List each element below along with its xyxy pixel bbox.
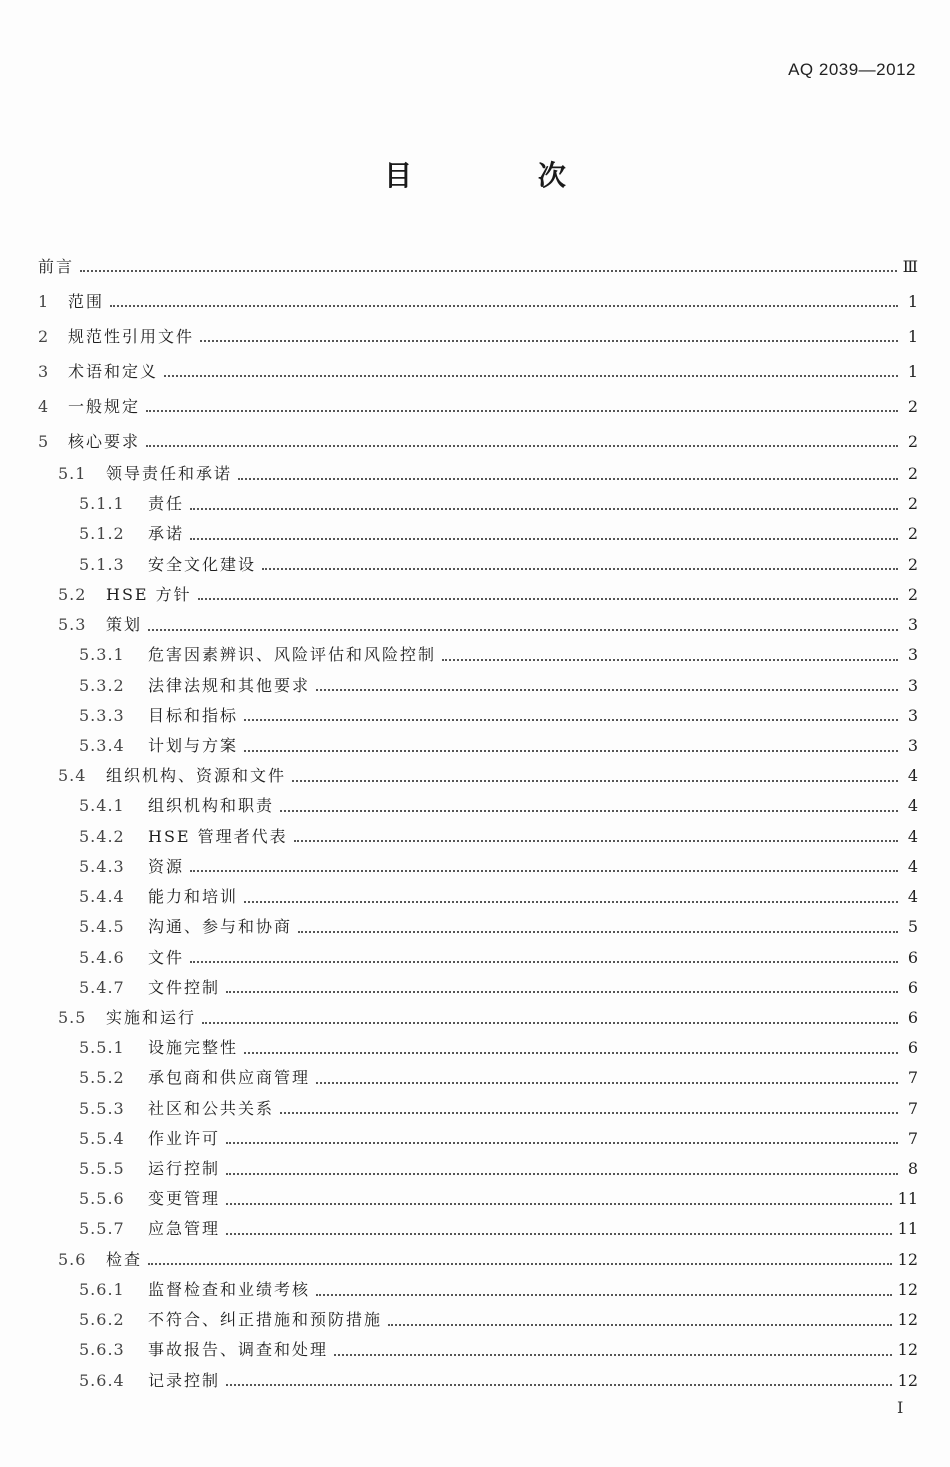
toc-entry-label: 领导责任和承诺 [106,464,233,483]
toc-entry-number: 5.1.3 [79,554,125,574]
toc-entry-page: 2 [907,464,918,483]
toc-entry-label: 应急管理 [148,1219,221,1239]
toc-entry-label: 计划与方案 [148,735,239,755]
toc-entry-page: 3 [907,705,918,725]
dot-leader [190,960,898,963]
dot-leader [334,1353,892,1356]
toc-entry-label: 不符合、纠正措施和预防措施 [148,1310,383,1330]
toc-entry [38,1033,918,1063]
dot-leader [316,1081,898,1084]
toc-entry-page: 12 [897,1310,918,1330]
toc-entry-number: 5 [38,432,50,451]
toc-entry [38,1063,918,1093]
toc-entry-number: 1 [38,292,50,311]
toc-entry-label: 组织机构和职责 [148,796,275,816]
toc-entry-page: 4 [907,766,918,786]
toc-entry-number: 5.4 [58,766,87,786]
toc-entry-label: 文件 [148,947,185,967]
toc-entry-label: 危害因素辨识、风险评估和风险控制 [148,645,437,665]
toc-entry-label: 承诺 [148,524,185,544]
toc-entry [38,580,918,610]
dot-leader [238,477,898,480]
toc-entry-number: 5.6.2 [79,1310,125,1330]
dot-leader [164,374,898,377]
toc-entry-page: 1 [907,362,918,381]
toc-entry-number: 5.4.5 [79,917,125,937]
toc-entry [38,791,918,821]
toc-entry [38,640,918,670]
page-number: I [897,1398,904,1417]
dot-leader [226,1383,892,1386]
toc-entry-number: 5.3.1 [79,645,125,665]
toc-entry-number: 5.5.1 [79,1038,125,1058]
toc-entry [38,459,918,489]
toc-entry [38,882,918,912]
dot-leader [200,339,898,342]
toc-entry-number: 5.6.3 [79,1340,125,1360]
toc-entry-number: 5.5.3 [79,1098,125,1118]
dot-leader [148,628,898,631]
table-of-contents [38,249,918,1396]
toc-entry [38,284,918,319]
toc-entry-page: 12 [897,1279,918,1299]
toc-entry-number: 5.3.2 [79,675,125,695]
toc-entry [38,354,918,389]
toc-entry-number: 5.3.4 [79,735,125,755]
toc-entry-number: 5.3.3 [79,705,125,725]
toc-entry-number: 5.6.4 [79,1370,125,1390]
dot-leader [198,597,898,600]
dot-leader [190,537,898,540]
toc-entry-number: 5.1.1 [79,494,125,514]
dot-leader [298,930,898,933]
toc-entry-number: 5.1 [58,464,87,483]
toc-entry-label: 前言 [38,257,75,276]
toc-entry-number: 3 [38,362,50,381]
toc-entry-page: 6 [907,1007,918,1027]
toc-entry-label: 事故报告、调查和处理 [148,1340,329,1360]
toc-entry [38,1245,918,1275]
toc-entry-label: 作业许可 [148,1128,221,1148]
toc-entry [38,852,918,882]
toc-entry-label: 沟通、参与和协商 [148,917,293,937]
toc-entry-number: 5.2 [58,584,87,604]
toc-entry-page: 7 [907,1128,918,1148]
toc-entry-page: 2 [907,584,918,604]
dot-leader [80,269,897,272]
toc-entry-page: 6 [907,977,918,997]
toc-entry-page: 1 [907,292,918,311]
toc-entry-page: 4 [907,856,918,876]
toc-entry-page: 8 [907,1159,918,1179]
dot-leader [146,444,898,447]
dot-leader [292,779,898,782]
dot-leader [262,567,898,570]
toc-entry-page: 4 [907,826,918,846]
dot-leader [280,809,898,812]
dot-leader [190,507,898,510]
toc-entry-label: 记录控制 [148,1370,221,1390]
toc-entry-label: 社区和公共关系 [148,1098,275,1118]
toc-entry-page: 7 [907,1098,918,1118]
toc-entry [38,1275,918,1305]
dot-leader [316,1293,892,1296]
toc-entry [38,1003,918,1033]
toc-entry-number: 2 [38,327,50,346]
toc-entry [38,424,918,459]
toc-entry-label: 检查 [106,1249,143,1269]
toc-entry-page: 4 [907,887,918,907]
toc-entry [38,249,918,284]
toc-entry-label: 安全文化建设 [148,554,257,574]
dot-leader [280,1111,898,1114]
toc-entry-page: 3 [907,615,918,635]
toc-entry-page: 2 [907,397,918,416]
toc-entry-label: 核心要求 [68,432,141,451]
toc-entry-label: 组织机构、资源和文件 [106,766,287,786]
toc-entry-page: 6 [907,947,918,967]
toc-entry-number: 5.4.3 [79,856,125,876]
dot-leader [226,1232,892,1235]
toc-entry-number: 5.5.6 [79,1189,125,1209]
toc-entry-page: 4 [907,796,918,816]
dot-leader [244,749,898,752]
toc-entry-page: 1 [907,327,918,346]
dot-leader [226,1172,898,1175]
toc-entry-label: 责任 [148,494,185,514]
dot-leader [244,900,898,903]
toc-entry-page: 5 [907,917,918,937]
toc-entry-label: 实施和运行 [106,1007,197,1027]
toc-entry [38,731,918,761]
toc-entry-label: 资源 [148,856,185,876]
toc-entry [38,1094,918,1124]
toc-entry [38,671,918,701]
dot-leader [442,658,898,661]
dot-leader [226,1202,892,1205]
toc-entry-label: 设施完整性 [148,1038,239,1058]
dot-leader [226,990,898,993]
toc-entry [38,1305,918,1335]
dot-leader [316,688,898,691]
toc-entry-label: 法律法规和其他要求 [148,675,311,695]
dot-leader [190,869,898,872]
toc-entry-label: 承包商和供应商管理 [148,1068,311,1088]
toc-entry-label: 能力和培训 [148,887,239,907]
toc-entry-page: Ⅲ [902,257,918,276]
toc-entry [38,761,918,791]
dot-leader [244,1051,898,1054]
toc-entry-page: 12 [897,1340,918,1360]
toc-entry-number: 5.4.2 [79,826,125,846]
toc-entry-number: 5.3 [58,615,87,635]
toc-entry-number: 4 [38,397,50,416]
toc-entry-page: 3 [907,735,918,755]
toc-entry-label: 术语和定义 [68,362,159,381]
toc-entry [38,550,918,580]
toc-entry-page: 7 [907,1068,918,1088]
toc-entry [38,519,918,549]
page-title: 目 次 [384,159,624,192]
toc-entry-label: 运行控制 [148,1159,221,1179]
toc-entry-label: 策划 [106,615,143,635]
toc-entry-number: 5.5.4 [79,1128,125,1148]
toc-entry [38,1184,918,1214]
toc-entry [38,822,918,852]
toc-entry-page: 11 [897,1219,918,1239]
toc-entry-label: 文件控制 [148,977,221,997]
toc-entry [38,1335,918,1365]
toc-entry-label: 规范性引用文件 [68,327,195,346]
toc-entry [38,610,918,640]
dot-leader [146,409,898,412]
toc-entry-label: 监督检查和业绩考核 [148,1279,311,1299]
dot-leader [148,1262,892,1265]
dot-leader [226,1141,898,1144]
toc-entry-label: 范围 [68,292,105,311]
toc-entry-page: 2 [907,554,918,574]
toc-entry-page: 11 [897,1189,918,1209]
toc-entry-page: 6 [907,1038,918,1058]
toc-entry-page: 12 [897,1249,918,1269]
toc-entry-label: 目标和指标 [148,705,239,725]
dot-leader [294,839,898,842]
toc-entry [38,489,918,519]
toc-entry-page: 3 [907,675,918,695]
toc-entry-label: HSE 管理者代表 [148,826,288,846]
toc-entry [38,912,918,942]
toc-entry-number: 5.4.1 [79,796,125,816]
toc-entry-number: 5.6 [58,1249,87,1269]
toc-entry [38,701,918,731]
dot-leader [110,304,898,307]
toc-entry-number: 5.4.7 [79,977,125,997]
toc-entry-number: 5.1.2 [79,524,125,544]
dot-leader [202,1021,898,1024]
toc-entry-number: 5.5 [58,1007,87,1027]
toc-entry-number: 5.6.1 [79,1279,125,1299]
toc-entry [38,1366,918,1396]
toc-entry [38,389,918,424]
toc-entry-number: 5.4.6 [79,947,125,967]
standard-code: AQ 2039—2012 [788,60,916,79]
toc-entry-page: 3 [907,645,918,665]
toc-entry [38,319,918,354]
toc-entry [38,1214,918,1244]
toc-entry-number: 5.5.5 [79,1159,125,1179]
toc-entry [38,973,918,1003]
toc-entry-label: 一般规定 [68,397,141,416]
toc-entry [38,1154,918,1184]
toc-entry-label: 变更管理 [148,1189,221,1209]
toc-entry [38,943,918,973]
toc-entry-number: 5.4.4 [79,887,125,907]
dot-leader [388,1323,892,1326]
toc-entry [38,1124,918,1154]
toc-entry-page: 2 [907,524,918,544]
dot-leader [244,718,898,721]
toc-entry-number: 5.5.2 [79,1068,125,1088]
toc-entry-page: 12 [897,1370,918,1390]
toc-entry-page: 2 [907,432,918,451]
toc-entry-page: 2 [907,494,918,514]
toc-entry-number: 5.5.7 [79,1219,125,1239]
toc-entry-label: HSE 方针 [106,584,192,604]
